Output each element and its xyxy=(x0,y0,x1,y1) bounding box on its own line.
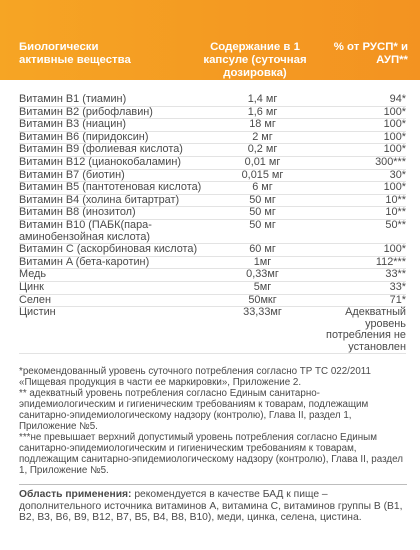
nutrient-percent: 100* xyxy=(383,143,406,156)
nutrient-amount: 0,2 мг xyxy=(247,143,278,156)
nutrient-name: Витамин B5 (пантотеновая кислота) xyxy=(19,181,202,194)
nutrient-amount: 33,33мг xyxy=(243,306,282,319)
nutrient-amount: 0,33мг xyxy=(246,268,279,281)
nutrient-percent: 100* xyxy=(383,130,406,143)
nutrient-percent: 100* xyxy=(383,243,406,256)
nutrient-amount: 50 мг xyxy=(249,218,276,231)
divider xyxy=(19,484,407,485)
scope-section xyxy=(19,489,409,524)
nutrient-amount: 6 мг xyxy=(252,181,273,194)
table-header xyxy=(0,0,420,80)
nutrient-name: Витамин B8 (инозитол) xyxy=(19,206,136,219)
footnote: ***не превышает верхний допустимый уровень потребления согласно Единым санитарно-эпидемиологическим и гигиеническим требованиям к товарам, подлежащим санитарно-эпидемиологическому надзору (контролю), Глава II, раздел 1, Приложение №5. xyxy=(19,432,403,476)
footnotes xyxy=(19,366,407,476)
nutrient-name: Селен xyxy=(19,293,51,306)
nutrient-name: Цинк xyxy=(19,280,44,293)
nutrient-name: Витамин C (аскорбиновая кислота) xyxy=(19,243,198,256)
nutrient-percent: 100* xyxy=(383,181,406,194)
table-row xyxy=(19,257,406,270)
nutrient-amount: 5мг xyxy=(253,280,272,293)
nutrient-name: Цистин xyxy=(19,306,56,319)
table-row xyxy=(19,94,406,107)
table-row xyxy=(19,157,406,170)
nutrient-amount: 50мкг xyxy=(248,293,277,306)
nutrient-amount: 50 мг xyxy=(249,193,276,206)
table-row xyxy=(19,282,406,295)
nutrient-name: Витамин B7 (биотин) xyxy=(19,168,125,181)
nutrient-amount: 60 мг xyxy=(249,243,276,256)
nutrient-name: Витамин B1 (тиамин) xyxy=(19,93,127,105)
footnote: *рекомендованный уровень суточного потребления согласно ТР ТС 022/2011 «Пищевая продукция в части ее маркировки», Приложение 2. xyxy=(19,366,371,388)
nutrient-amount: 1мг xyxy=(253,255,272,268)
nutrient-percent: 100* xyxy=(383,118,406,131)
nutrient-percent: 10** xyxy=(385,206,406,219)
nutrient-name: Витамин B2 (рибофлавин) xyxy=(19,105,153,118)
nutrient-name: Витамин B9 (фолиевая кислота) xyxy=(19,143,183,156)
table-row xyxy=(19,182,406,195)
nutrient-percent: 10** xyxy=(385,193,406,206)
table-row xyxy=(19,244,406,257)
nutrient-amount: 50 мг xyxy=(249,206,276,219)
nutrient-percent: 112*** xyxy=(375,255,406,268)
scope-title: Область применения: xyxy=(19,489,132,500)
nutrient-name: Витамин B10 (ПАБК(пара-аминобензойная кислота) xyxy=(19,218,152,243)
nutrient-name: Витамин B6 (пиридоксин) xyxy=(19,130,149,143)
nutrient-name: Витамин A (бета-каротин) xyxy=(19,255,150,268)
nutrient-percent: 33** xyxy=(385,268,406,281)
nutrient-percent: 33* xyxy=(389,280,406,293)
nutrient-table xyxy=(19,94,406,354)
nutrient-percent: 100* xyxy=(383,105,406,118)
nutrient-amount: 1,6 мг xyxy=(247,105,278,118)
nutrient-name: Медь xyxy=(19,268,47,281)
table-row xyxy=(19,220,406,244)
nutrient-amount: 0,015 мг xyxy=(241,168,284,181)
nutrient-name: Витамин B4 (холина битартрат) xyxy=(19,193,180,206)
nutrient-percent: 94* xyxy=(389,93,406,105)
header-content: Содержание в 1 капсуле (суточная дозировка) xyxy=(203,41,307,79)
header-substances: Биологически активные вещества xyxy=(19,41,131,66)
nutrient-name: Витамин B3 (ниацин) xyxy=(19,118,126,131)
nutrient-percent: 71* xyxy=(389,293,406,306)
table-row xyxy=(19,269,406,282)
nutrient-percent: 50** xyxy=(385,218,406,231)
nutrient-amount: 1,4 мг xyxy=(247,93,278,105)
nutrient-name: Витамин B12 (цианокобаламин) xyxy=(19,155,181,168)
nutrient-amount: 2 мг xyxy=(252,130,273,143)
header-percent: % от РУСП* и АУП** xyxy=(333,41,408,66)
table-row xyxy=(19,119,406,132)
nutrient-percent: 300*** xyxy=(375,155,406,168)
scope-text: рекомендуется в качестве БАД к пище – дополнительного источника витаминов A, витамина C, витаминов группы B (B1, B2, B3, B6, B9, B12, B7, B5, B4, B8, B10), меди, цинка, селена, цистина. xyxy=(19,489,403,524)
table-row xyxy=(19,307,406,354)
nutrient-amount: 0,01 мг xyxy=(244,155,281,168)
nutrient-percent: Адекватный уровень потребления не установлен xyxy=(326,306,406,353)
nutrient-amount: 18 мг xyxy=(249,118,276,131)
nutrient-percent: 30* xyxy=(389,168,406,181)
footnote: ** адекватный уровень потребления согласно Единым санитарно-эпидемиологическим и гигиеническим требованиям к товарам, подлежащим санитарно-эпидемиологическому надзору (контролю), Глава II, раздел 1, Приложение №5. xyxy=(19,388,369,432)
